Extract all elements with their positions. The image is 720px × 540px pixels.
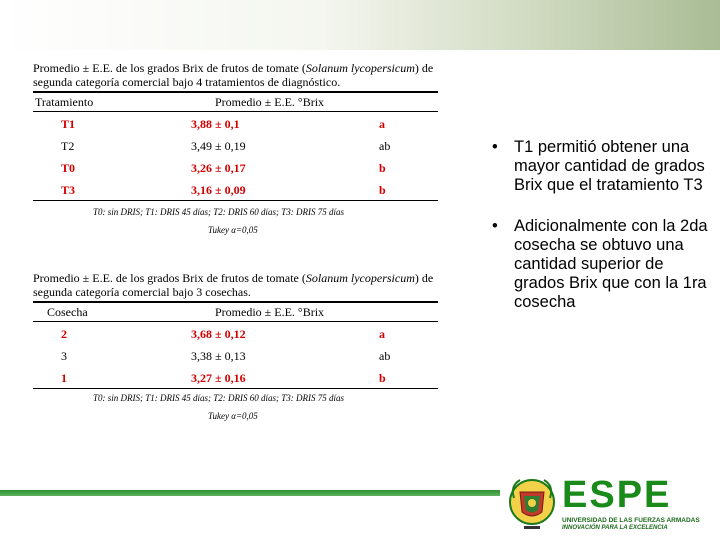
row-group: ab bbox=[379, 349, 391, 363]
row-label: T0 bbox=[61, 161, 76, 175]
row-group: b bbox=[379, 161, 386, 175]
row-label: T3 bbox=[61, 183, 76, 197]
header-col-treatment: Tratamiento bbox=[35, 95, 94, 109]
row-group: b bbox=[379, 371, 386, 385]
header-gradient-band bbox=[0, 0, 720, 50]
header-col-harvest: Cosecha bbox=[47, 305, 88, 319]
table-harvests bbox=[33, 271, 438, 389]
footer-green-line bbox=[0, 490, 500, 496]
bullet-marker: • bbox=[492, 217, 498, 235]
bullet-marker: • bbox=[492, 138, 498, 156]
table-row bbox=[33, 178, 438, 200]
espe-logo bbox=[500, 468, 720, 540]
logo-wordmark: ESPE bbox=[562, 474, 672, 516]
caption-species: Solanum lycopersicum bbox=[305, 61, 415, 75]
table-header bbox=[33, 303, 438, 321]
row-label: T2 bbox=[61, 139, 75, 153]
row-group: ab bbox=[379, 139, 391, 153]
university-seal-icon bbox=[504, 468, 560, 540]
logo-tagline: INNOVACIÓN PARA LA EXCELENCIA bbox=[562, 525, 668, 531]
row-mean: 3,49 ± 0,19 bbox=[191, 139, 246, 153]
table-row bbox=[33, 322, 438, 344]
header-col-mean: Promedio ± E.E. °Brix bbox=[215, 305, 325, 319]
row-label: T1 bbox=[61, 117, 76, 131]
table-rule bbox=[33, 388, 438, 389]
table-row bbox=[33, 366, 438, 388]
row-mean: 3,88 ± 0,1 bbox=[191, 117, 240, 131]
table-caption bbox=[33, 61, 438, 89]
logo-subtitle: UNIVERSIDAD DE LAS FUERZAS ARMADAS bbox=[562, 517, 700, 524]
table-caption bbox=[33, 271, 438, 299]
row-group: a bbox=[379, 117, 385, 131]
row-mean: 3,68 ± 0,12 bbox=[191, 327, 246, 341]
caption-species: Solanum lycopersicum bbox=[305, 271, 415, 285]
bullet-list bbox=[490, 138, 718, 334]
row-group: b bbox=[379, 183, 386, 197]
row-label: 2 bbox=[61, 327, 67, 341]
row-label: 3 bbox=[61, 349, 67, 363]
table-row bbox=[33, 344, 438, 366]
caption-text: Promedio ± E.E. de los grados Brix de frutos de tomate ( bbox=[33, 61, 306, 75]
table-note-tukey: Tukey α=0,05 bbox=[208, 225, 258, 235]
caption-text: ) de segunda categoría comercial bajo 4 tratamientos de diagnóstico. bbox=[33, 61, 434, 89]
table-note-tukey: Tukey α=0,05 bbox=[208, 411, 258, 421]
table-note: T0: sin DRIS; T1: DRIS 45 días; T2: DRIS 60 días; T3: DRIS 75 días bbox=[93, 207, 344, 217]
row-mean: 3,27 ± 0,16 bbox=[191, 371, 246, 385]
row-mean: 3,26 ± 0,17 bbox=[191, 161, 246, 175]
table-row bbox=[33, 134, 438, 156]
table-row bbox=[33, 112, 438, 134]
bullet-text: Adicionalmente con la 2da cosecha se obtuvo una cantidad superior de grados Brix que con la 1ra cosecha bbox=[514, 217, 708, 311]
table-header bbox=[33, 93, 438, 111]
table-treatments bbox=[33, 61, 438, 201]
row-label: 1 bbox=[61, 371, 67, 385]
table-row bbox=[33, 156, 438, 178]
table-rule bbox=[33, 200, 438, 201]
bullet-item bbox=[490, 217, 718, 312]
row-mean: 3,16 ± 0,09 bbox=[191, 183, 246, 197]
caption-text: Promedio ± E.E. de los grados Brix de frutos de tomate ( bbox=[33, 271, 306, 285]
caption-text: ) de segunda categoría comercial bajo 3 cosechas. bbox=[33, 271, 434, 299]
row-group: a bbox=[379, 327, 385, 341]
table-note: T0: sin DRIS; T1: DRIS 45 días; T2: DRIS 60 días; T3: DRIS 75 días bbox=[93, 393, 344, 403]
bullet-text: T1 permitió obtener una mayor cantidad de grados Brix que el tratamiento T3 bbox=[514, 138, 705, 194]
bullet-item bbox=[490, 138, 718, 195]
row-mean: 3,38 ± 0,13 bbox=[191, 349, 246, 363]
header-col-mean: Promedio ± E.E. °Brix bbox=[215, 95, 325, 109]
